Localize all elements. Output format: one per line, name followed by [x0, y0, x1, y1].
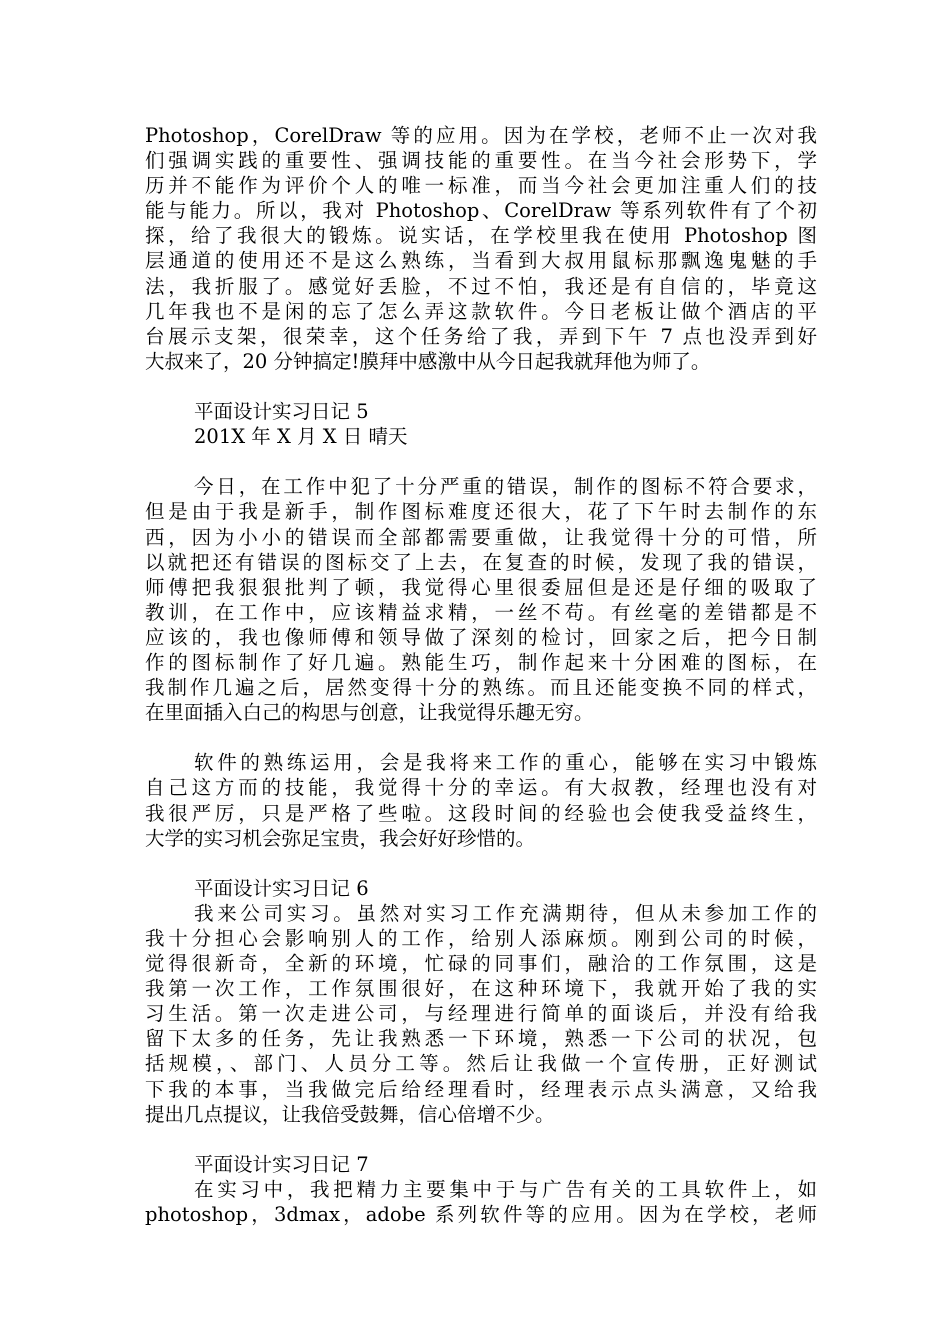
paragraph-gap: [145, 449, 817, 474]
text-line: 法，我折服了。感觉好丢脸，不过不怕，我还是有自信的，毕竟这: [145, 274, 817, 298]
text-line: 师傅把我狠狠批判了顿，我觉得心里很委屈但是还是仔细的吸取了: [145, 575, 817, 599]
paragraph-gap: [145, 725, 817, 750]
paragraph-tools: [145, 1177, 817, 1227]
text-line: 习生活。第一次走进公司，与经理进行简单的面谈后，并没有给我: [145, 1002, 817, 1026]
text-line: 我来公司实习。虽然对实习工作充满期待，但从未参加工作的: [194, 901, 817, 925]
text-line: 软件的熟练运用，会是我将来工作的重心，能够在实习中锻炼: [194, 751, 817, 775]
text-line: 自己这方而的技能，我觉得十分的幸运。有大叔教，经理也没有对: [145, 776, 817, 800]
paragraph-gap: [145, 851, 817, 876]
text-line: 留下太多的任务，先让我熟悉一下环境，熟悉一下公司的状况，包: [145, 1027, 817, 1051]
text-line: 探，给了我很大的锻炼。说实话，在学校里我在使用 Photoshop 图: [145, 224, 817, 248]
text-line: 大叔来了，20 分钟搞定!膜拜中感激中从今日起我就拜他为师了。: [145, 349, 711, 373]
diary-date-5: 201X 年 X 月 X 日 晴天: [194, 425, 408, 449]
text-line: 以就把还有错误的图标交了上去，在复查的时候，发现了我的错误，: [145, 550, 817, 574]
paragraph-mistake: [145, 474, 817, 725]
paragraph-gap: [145, 374, 817, 399]
text-line: 西，因为小小的错误而全部都需要重做，让我觉得十分的可惜，所: [145, 525, 817, 549]
text-line: 应该的，我也像师傅和领导做了深刻的检讨，回家之后，把今日制: [145, 625, 817, 649]
text-line: 觉得很新奇，全新的环境，忙碌的同事们，融洽的工作氛围，这是: [145, 952, 817, 976]
text-line: 我很严厉，只是严格了些啦。这段时间的经验也会使我受益终生，: [145, 801, 817, 825]
paragraph-intro: [145, 123, 817, 374]
text-line: 我制作几遍之后，居然变得十分的熟练。而且还能变换不同的样式，: [145, 676, 817, 700]
document-body: [145, 123, 817, 1227]
text-line: 层通道的使用还不是这么熟练，当看到大叔用鼠标那飘逸鬼魅的手: [145, 249, 817, 273]
text-line: 我十分担心会影响别人的工作，给别人添麻烦。刚到公司的时候，: [145, 927, 817, 950]
text-line: 括规模，、部门、人员分工等。然后让我做一个宣传册，正好测试: [145, 1052, 817, 1076]
text-line: 教训，在工作中，应该精益求精，一丝不苟。有丝毫的差错都是不: [145, 600, 817, 624]
paragraph-gap: [145, 1127, 817, 1152]
diary-heading-7: 平面设计实习日记 7: [194, 1152, 369, 1176]
text-line: 今日，在工作中犯了十分严重的错误，制作的图标不符合要求，: [194, 475, 817, 499]
text-line: 作的图标制作了好几遍。熟能生巧，制作起来十分困难的图标，在: [145, 650, 817, 674]
text-line: 但是由于我是新手，制作图标难度还很大，花了下午时去制作的东: [145, 500, 817, 524]
text-line: 历并不能作为评价个人的唯一标准，而当今社会更加注重人们的技: [145, 174, 817, 198]
diary-heading-6: 平面设计实习日记 6: [194, 876, 369, 900]
text-line: Photoshop，CorelDraw 等的应用。因为在学校，老师不止一次对我: [145, 124, 817, 147]
text-line: 下我的本事，当我做完后给经理看时，经理表示点头满意，又给我: [145, 1077, 817, 1101]
text-line: 大学的实习机会弥足宝贵，我会好好珍惜的。: [145, 826, 536, 850]
text-line: 台展示支架，很荣幸，这个任务给了我，弄到下午 7 点也没弄到好: [145, 324, 817, 348]
text-line: 能与能力。所以，我对 Photoshop、CorelDraw 等系列软件有了个初: [145, 199, 817, 223]
diary-heading-5: 平面设计实习日记 5: [194, 400, 369, 424]
text-line: 我第一次工作，工作氛围很好，在这种环境下，我就开始了我的实: [145, 977, 817, 1001]
text-line: 们强调实践的重要性、强调技能的重要性。在当今社会形势下，学: [145, 149, 817, 173]
text-line: 在里面插入白己的构思与创意，让我觉得乐趣无穷。: [145, 701, 594, 725]
paragraph-software: [145, 750, 817, 850]
text-line: 几年我也不是闲的忘了怎么弄这款软件。今日老板让做个酒店的平: [145, 299, 817, 323]
text-line: 提出几点提议，让我倍受鼓舞，信心倍增不少。: [145, 1102, 555, 1126]
paragraph-first-day: [145, 901, 817, 1127]
text-line: 在实习中，我把精力主要集中于与广告有关的工具软件上，如: [194, 1177, 817, 1201]
text-line: photoshop，3dmax，adobe 系列软件等的应用。因为在学校，老师: [145, 1203, 817, 1227]
